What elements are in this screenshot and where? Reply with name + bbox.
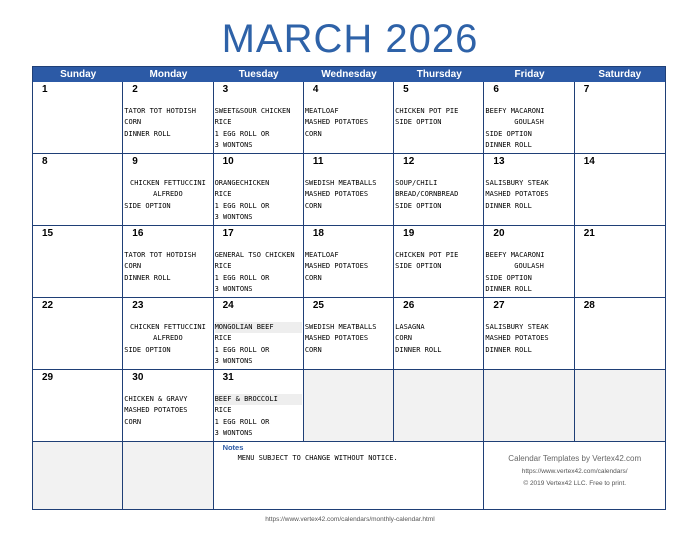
menu-list [124, 106, 211, 140]
day-cell-26[interactable] [394, 298, 484, 370]
menu-item: TATOR TOT HOTDISH [124, 107, 196, 115]
menu-item: MEATLOAF [304, 107, 339, 115]
menu-item: DINNER ROLL [485, 345, 532, 354]
empty-notes-cell [123, 442, 213, 509]
menu-item: 3 WONTONS [214, 141, 253, 150]
menu-item: TATOR TOT HOTDISH [124, 251, 196, 259]
day-number: 1 [42, 84, 48, 95]
menu-list [215, 322, 302, 368]
empty-day-cell[interactable] [575, 370, 665, 442]
day-number: 9 [132, 156, 138, 167]
menu-item: SALISBURY STEAK [485, 179, 549, 187]
empty-day-cell[interactable] [304, 370, 394, 442]
menu-item: GOULASH [514, 262, 544, 271]
menu-item: 1 EGG ROLL OR [214, 417, 270, 426]
day-cell-7[interactable] [575, 82, 665, 154]
credit-copyright: © 2019 Vertex42 LLC. Free to print. [523, 480, 627, 487]
day-number: 10 [222, 156, 234, 167]
menu-item: CORN [304, 273, 322, 282]
menu-list [395, 178, 482, 212]
menu-item: 3 WONTONS [214, 357, 253, 366]
day-number: 6 [493, 84, 499, 95]
day-cell-31[interactable] [214, 370, 304, 442]
menu-item: SALISBURY STEAK [485, 323, 549, 331]
weekday-header-wednesday: Wednesday [321, 69, 377, 80]
menu-item: SWEDISH MEATBALLS [304, 323, 377, 331]
menu-list [215, 394, 302, 440]
menu-item: SIDE OPTION [485, 273, 532, 282]
weekday-header-row [33, 67, 665, 82]
day-number: 30 [132, 372, 144, 383]
menu-item: ALFREDO [153, 334, 183, 343]
menu-item: SIDE OPTION [485, 129, 532, 138]
menu-item: MASHED POTATOES [304, 334, 369, 343]
menu-list [305, 322, 392, 356]
weekday-header-sunday: Sunday [60, 69, 97, 80]
menu-item: ORANGECHICKEN [214, 179, 270, 187]
menu-item: 3 WONTONS [214, 429, 253, 438]
day-number: 15 [42, 228, 54, 239]
menu-list [395, 322, 482, 356]
menu-item: CHICKEN FETTUCCINI [129, 179, 206, 187]
day-number: 13 [493, 156, 505, 167]
menu-item: RICE [214, 406, 232, 415]
weekday-header-monday: Monday [149, 69, 188, 80]
day-number: 27 [493, 300, 505, 311]
day-cell-11[interactable] [304, 154, 394, 226]
menu-item: CORN [124, 417, 142, 426]
notes-section[interactable] [214, 442, 485, 509]
day-number: 29 [42, 372, 54, 383]
day-number: 7 [583, 84, 590, 95]
day-cell-25[interactable] [304, 298, 394, 370]
menu-item: DINNER ROLL [485, 201, 532, 210]
menu-item: DINNER ROLL [395, 345, 442, 354]
menu-item: MASHED POTATOES [304, 118, 369, 127]
menu-list [395, 106, 482, 129]
day-cell-13[interactable] [484, 154, 574, 226]
day-number: 11 [312, 156, 324, 167]
day-cell-6[interactable] [484, 82, 574, 154]
day-number: 12 [403, 156, 415, 167]
menu-item: DINNER ROLL [485, 285, 532, 294]
menu-list [124, 178, 211, 212]
day-number: 14 [583, 156, 595, 167]
menu-item: BEEF & BROCCOLI [215, 394, 302, 405]
menu-item: 3 WONTONS [214, 285, 253, 294]
day-cell-2[interactable] [123, 82, 213, 154]
menu-item: MASHED POTATOES [304, 190, 369, 199]
day-number: 28 [583, 300, 595, 311]
day-number: 23 [132, 300, 144, 311]
day-cell-16[interactable] [123, 226, 213, 298]
day-number: 25 [312, 300, 324, 311]
menu-item: 1 EGG ROLL OR [214, 201, 270, 210]
menu-item: CORN [304, 201, 322, 210]
day-cell-28[interactable] [575, 298, 665, 370]
menu-item: DINNER ROLL [124, 129, 171, 138]
menu-item: GOULASH [514, 118, 544, 127]
day-number: 4 [312, 84, 319, 95]
day-number: 24 [222, 300, 234, 311]
menu-list [485, 106, 572, 152]
menu-item: GENERAL TSO CHICKEN [214, 251, 295, 259]
menu-list [485, 178, 572, 212]
weekday-header-saturday: Saturday [598, 69, 642, 80]
menu-item: 3 WONTONS [214, 213, 253, 222]
day-number: 20 [493, 228, 505, 239]
day-cell-30[interactable] [123, 370, 213, 442]
calendar-title: MARCH 2026 [221, 17, 479, 61]
menu-item: 1 EGG ROLL OR [214, 129, 270, 138]
day-cell-17[interactable] [214, 226, 304, 298]
day-number: 21 [583, 228, 595, 239]
day-number: 19 [403, 228, 415, 239]
credit-section [484, 442, 665, 509]
menu-list [124, 250, 211, 284]
menu-item: CORN [304, 345, 322, 354]
menu-item: CHICKEN FETTUCCINI [129, 323, 206, 331]
menu-list [305, 106, 392, 140]
day-cell-19[interactable] [394, 226, 484, 298]
menu-item: RICE [214, 190, 232, 199]
menu-item: RICE [214, 118, 232, 127]
day-cell-21[interactable] [575, 226, 665, 298]
day-cell-5[interactable] [394, 82, 484, 154]
day-cell-8[interactable] [33, 154, 123, 226]
day-number: 2 [132, 84, 138, 95]
menu-item: DINNER ROLL [124, 273, 171, 282]
day-cell-9[interactable] [123, 154, 213, 226]
calendar-grid [32, 66, 666, 510]
day-cell-29[interactable] [33, 370, 123, 442]
menu-item: MASHED POTATOES [124, 406, 188, 415]
menu-list [124, 322, 211, 356]
day-number: 16 [132, 228, 144, 239]
day-cell-4[interactable] [304, 82, 394, 154]
menu-item: CHICKEN POT PIE [395, 251, 459, 259]
day-number: 17 [222, 228, 234, 239]
menu-item: SWEET&SOUR CHICKEN [214, 107, 291, 115]
day-cell-15[interactable] [33, 226, 123, 298]
day-cell-22[interactable] [33, 298, 123, 370]
menu-item: MASHED POTATOES [304, 262, 369, 271]
menu-list [485, 322, 572, 356]
menu-list [305, 250, 392, 284]
menu-item: ALFREDO [153, 190, 183, 199]
credit-title[interactable]: Calendar Templates by Vertex42.com [508, 454, 642, 463]
day-cell-3[interactable] [214, 82, 304, 154]
menu-list [395, 250, 482, 273]
menu-item: CORN [304, 129, 322, 138]
menu-item: SIDE OPTION [395, 201, 442, 210]
menu-item: 1 EGG ROLL OR [214, 345, 270, 354]
day-cell-14[interactable] [575, 154, 665, 226]
menu-item: SIDE OPTION [395, 118, 442, 127]
menu-list [305, 178, 392, 212]
day-number: 31 [222, 372, 234, 383]
menu-item: BREAD/CORNBREAD [395, 190, 459, 199]
menu-item: 1 EGG ROLL OR [214, 273, 270, 282]
menu-item: MONGOLIAN BEEF [215, 322, 302, 333]
weekday-header-tuesday: Tuesday [238, 69, 279, 80]
day-number: 18 [312, 228, 324, 239]
day-cell-24[interactable] [214, 298, 304, 370]
menu-item: LASAGNA [395, 323, 425, 331]
menu-item: SIDE OPTION [124, 345, 171, 354]
empty-day-cell[interactable] [394, 370, 484, 442]
notes-text: MENU SUBJECT TO CHANGE WITHOUT NOTICE. [237, 454, 398, 462]
weekday-header-friday: Friday [514, 69, 545, 80]
menu-item: RICE [214, 262, 232, 271]
menu-list [215, 178, 302, 224]
menu-item: SIDE OPTION [124, 201, 171, 210]
menu-item: MEATLOAF [304, 251, 339, 259]
day-cell-18[interactable] [304, 226, 394, 298]
day-number: 8 [42, 156, 48, 167]
day-cell-20[interactable] [484, 226, 574, 298]
day-cell-27[interactable] [484, 298, 574, 370]
day-cell-10[interactable] [214, 154, 304, 226]
menu-list [215, 106, 302, 152]
notes-label: Notes [222, 443, 244, 452]
menu-item: SOUP/CHILI [395, 179, 438, 187]
weekday-header-thursday: Thursday [416, 69, 462, 80]
day-number: 22 [42, 300, 54, 311]
menu-item: CORN [124, 118, 142, 127]
menu-item: CORN [124, 262, 142, 271]
calendar-body [33, 82, 665, 509]
menu-item: CHICKEN & GRAVY [124, 395, 188, 403]
day-number: 3 [222, 84, 229, 95]
menu-list [485, 250, 572, 296]
menu-item: MASHED POTATOES [485, 190, 549, 199]
menu-item: BEEFY MACARONI [485, 251, 545, 259]
day-number: 26 [403, 300, 415, 311]
menu-item: SWEDISH MEATBALLS [304, 179, 377, 187]
menu-item: MASHED POTATOES [485, 334, 549, 343]
menu-list [124, 394, 211, 428]
empty-day-cell[interactable] [484, 370, 574, 442]
empty-notes-cell [33, 442, 123, 509]
day-cell-1[interactable] [33, 82, 123, 154]
menu-item: CHICKEN POT PIE [395, 107, 459, 115]
menu-item: SIDE OPTION [395, 262, 442, 271]
day-cell-23[interactable] [123, 298, 213, 370]
menu-item: CORN [395, 334, 412, 343]
day-number: 5 [403, 84, 409, 95]
credit-url[interactable]: https://www.vertex42.com/calendars/ [521, 468, 628, 475]
menu-item: RICE [214, 334, 232, 343]
menu-item: DINNER ROLL [485, 141, 532, 150]
day-cell-12[interactable] [394, 154, 484, 226]
menu-list [215, 250, 302, 296]
footer-url[interactable]: https://www.vertex42.com/calendars/monthly-calendar.html [265, 516, 435, 523]
menu-item: BEEFY MACARONI [485, 107, 545, 115]
